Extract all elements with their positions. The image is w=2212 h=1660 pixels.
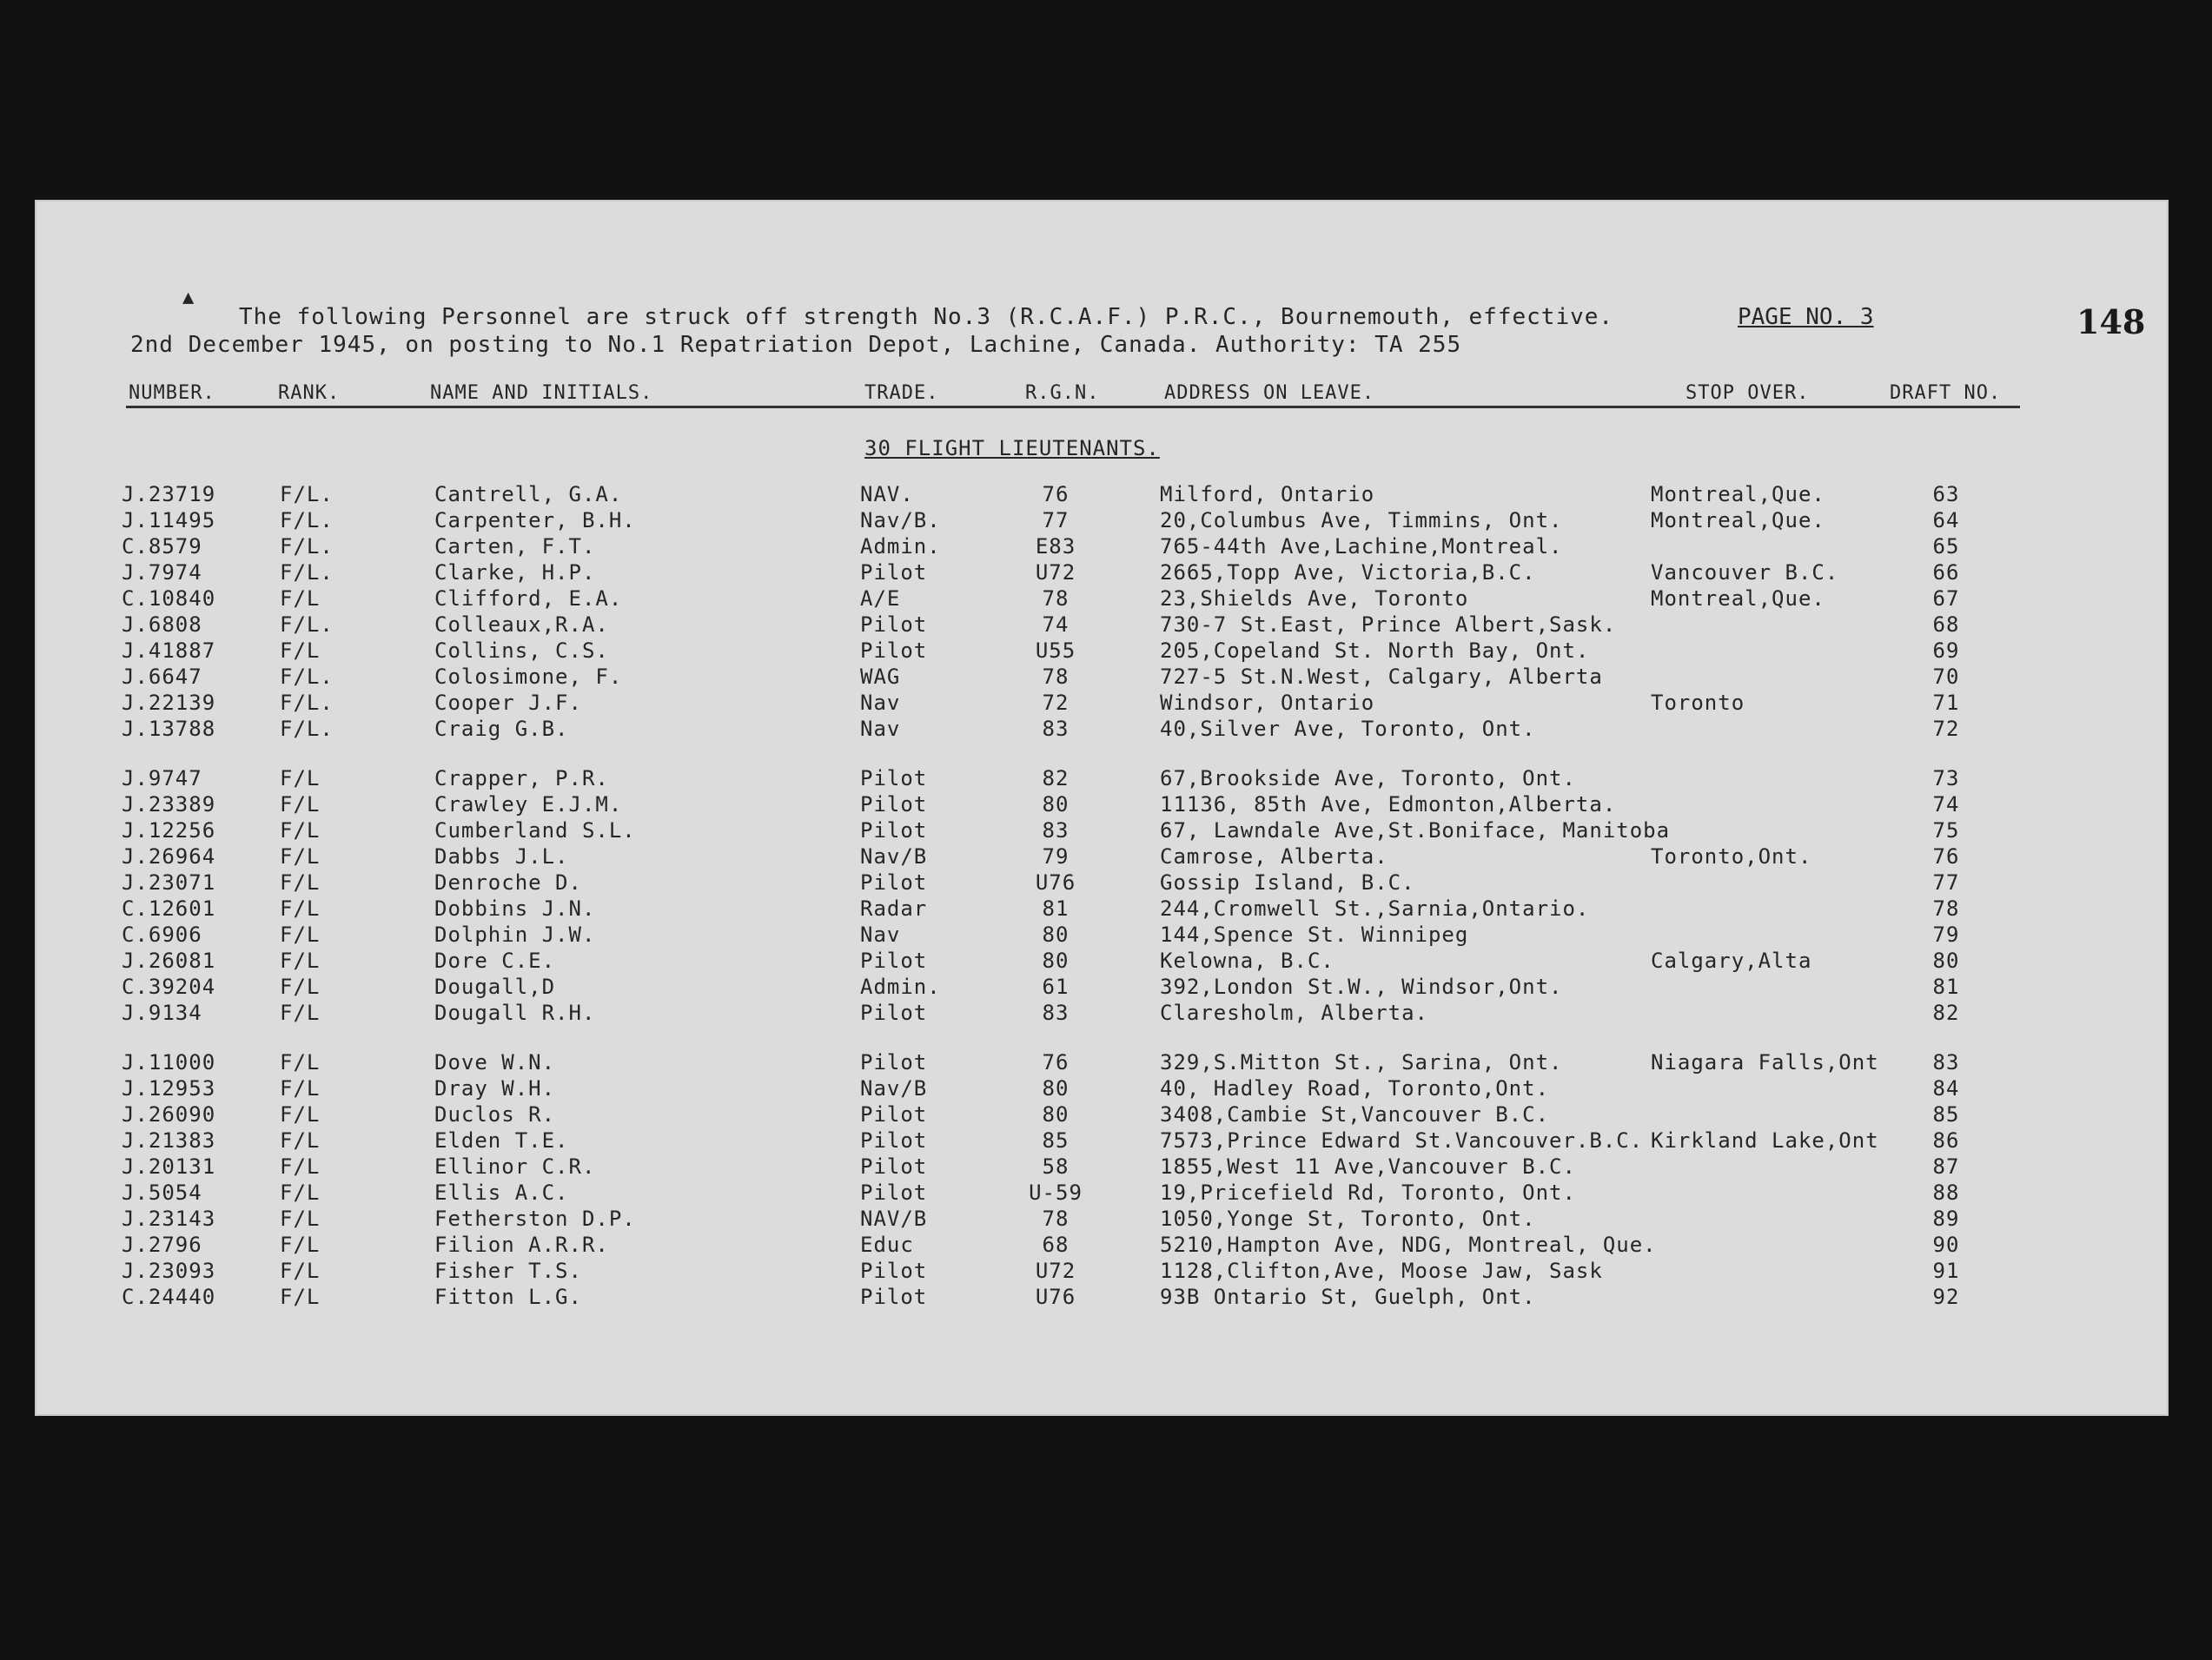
cell-number: C.39204 xyxy=(122,975,216,999)
document-sheet xyxy=(35,200,2169,1416)
cell-trade: Nav/B. xyxy=(860,508,941,532)
cell-number: J.23071 xyxy=(122,870,216,895)
cell-number: J.12953 xyxy=(122,1076,216,1101)
cell-draft: 78 xyxy=(1932,896,1960,921)
col-header-stopover: STOP OVER. xyxy=(1685,382,1810,404)
cell-stopover: Vancouver B.C. xyxy=(1651,560,1839,585)
cell-name: Dray W.H. xyxy=(434,1076,556,1101)
cell-address: 1128,Clifton,Ave, Moose Jaw, Sask xyxy=(1160,1259,1603,1283)
cell-trade: Pilot xyxy=(860,1154,928,1179)
cell-rgn: 83 xyxy=(1042,717,1070,741)
cell-number: J.9747 xyxy=(122,766,202,790)
cell-rgn: 76 xyxy=(1042,482,1070,506)
cell-trade: NAV/B xyxy=(860,1207,928,1231)
cell-trade: Nav xyxy=(860,691,901,715)
cell-rank: F/L xyxy=(280,975,321,999)
cell-draft: 81 xyxy=(1932,975,1960,999)
cell-trade: Educ xyxy=(860,1233,914,1257)
cell-number: J.20131 xyxy=(122,1154,216,1179)
cell-rank: F/L xyxy=(280,792,321,817)
header-rule xyxy=(126,406,2020,408)
cell-draft: 87 xyxy=(1932,1154,1960,1179)
cell-address: 730-7 St.East, Prince Albert,Sask. xyxy=(1160,612,1617,637)
cell-name: Cooper J.F. xyxy=(434,691,582,715)
cell-address: 23,Shields Ave, Toronto xyxy=(1160,586,1469,611)
cell-address: 67,Brookside Ave, Toronto, Ont. xyxy=(1160,766,1576,790)
cell-number: J.26090 xyxy=(122,1102,216,1127)
cell-name: Dolphin J.W. xyxy=(434,923,596,947)
cell-address: Kelowna, B.C. xyxy=(1160,949,1334,973)
cell-rgn: 78 xyxy=(1042,586,1070,611)
cell-address: 2665,Topp Ave, Victoria,B.C. xyxy=(1160,560,1536,585)
cell-address: Gossip Island, B.C. xyxy=(1160,870,1415,895)
cell-draft: 77 xyxy=(1932,870,1960,895)
cell-rgn: 74 xyxy=(1042,612,1070,637)
cell-rgn: U72 xyxy=(1035,560,1076,585)
cell-number: J.23143 xyxy=(122,1207,216,1231)
cell-name: Fetherston D.P. xyxy=(434,1207,636,1231)
cell-rank: F/L xyxy=(280,638,321,663)
cell-rgn: 61 xyxy=(1042,975,1070,999)
cell-draft: 89 xyxy=(1932,1207,1960,1231)
cell-address: 765-44th Ave,Lachine,Montreal. xyxy=(1160,534,1563,559)
cell-trade: Pilot xyxy=(860,1128,928,1153)
cell-rgn: E83 xyxy=(1035,534,1076,559)
cell-draft: 91 xyxy=(1932,1259,1960,1283)
cell-rank: F/L xyxy=(280,896,321,921)
cell-name: Clarke, H.P. xyxy=(434,560,596,585)
cell-number: J.23719 xyxy=(122,482,216,506)
cell-trade: NAV. xyxy=(860,482,914,506)
cell-stopover: Calgary,Alta xyxy=(1651,949,1812,973)
cell-address: 205,Copeland St. North Bay, Ont. xyxy=(1160,638,1590,663)
cell-rank: F/L. xyxy=(280,612,334,637)
cell-name: Colosimone, F. xyxy=(434,665,623,689)
col-header-name: NAME AND INITIALS. xyxy=(430,382,653,404)
cell-rgn: 83 xyxy=(1042,818,1070,843)
cell-address: 1050,Yonge St, Toronto, Ont. xyxy=(1160,1207,1536,1231)
cell-draft: 67 xyxy=(1932,586,1960,611)
cell-draft: 68 xyxy=(1932,612,1960,637)
cell-address: 19,Pricefield Rd, Toronto, Ont. xyxy=(1160,1181,1576,1205)
cell-draft: 73 xyxy=(1932,766,1960,790)
cell-name: Filion A.R.R. xyxy=(434,1233,609,1257)
cell-rgn: U72 xyxy=(1035,1259,1076,1283)
cell-name: Duclos R. xyxy=(434,1102,556,1127)
cell-number: C.8579 xyxy=(122,534,202,559)
cell-rank: F/L xyxy=(280,586,321,611)
cell-trade: Admin. xyxy=(860,534,941,559)
cell-number: C.12601 xyxy=(122,896,216,921)
cell-stopover: Toronto xyxy=(1651,691,1745,715)
col-header-rgn: R.G.N. xyxy=(1025,382,1100,404)
cell-address: 40, Hadley Road, Toronto,Ont. xyxy=(1160,1076,1550,1101)
cell-address: 20,Columbus Ave, Timmins, Ont. xyxy=(1160,508,1563,532)
cell-rank: F/L xyxy=(280,1076,321,1101)
cell-draft: 74 xyxy=(1932,792,1960,817)
cell-draft: 69 xyxy=(1932,638,1960,663)
cell-address: Milford, Ontario xyxy=(1160,482,1375,506)
page-number: PAGE NO. 3 xyxy=(1738,304,1874,330)
cell-trade: Nav/B xyxy=(860,844,928,869)
cell-draft: 65 xyxy=(1932,534,1960,559)
col-header-address: ADDRESS ON LEAVE. xyxy=(1164,382,1375,404)
cell-address: Claresholm, Alberta. xyxy=(1160,1001,1428,1025)
arrow-mark-icon: ▲ xyxy=(182,287,195,308)
cell-rgn: 72 xyxy=(1042,691,1070,715)
cell-rank: F/L. xyxy=(280,508,334,532)
cell-name: Colleaux,R.A. xyxy=(434,612,609,637)
cell-draft: 72 xyxy=(1932,717,1960,741)
cell-rank: F/L xyxy=(280,1050,321,1075)
cell-address: 392,London St.W., Windsor,Ont. xyxy=(1160,975,1563,999)
cell-number: J.9134 xyxy=(122,1001,202,1025)
cell-draft: 92 xyxy=(1932,1285,1960,1309)
cell-trade: Pilot xyxy=(860,612,928,637)
cell-number: C.24440 xyxy=(122,1285,216,1309)
col-header-number: NUMBER. xyxy=(129,382,215,404)
cell-trade: Pilot xyxy=(860,560,928,585)
cell-rank: F/L xyxy=(280,1001,321,1025)
cell-trade: Pilot xyxy=(860,1102,928,1127)
cell-rgn: 78 xyxy=(1042,1207,1070,1231)
cell-trade: Pilot xyxy=(860,1050,928,1075)
cell-address: 67, Lawndale Ave,St.Boniface, Manitoba xyxy=(1160,818,1671,843)
cell-name: Dabbs J.L. xyxy=(434,844,569,869)
cell-name: Fisher T.S. xyxy=(434,1259,582,1283)
cell-rgn: 78 xyxy=(1042,665,1070,689)
cell-address: 7573,Prince Edward St.Vancouver.B.C. xyxy=(1160,1128,1644,1153)
cell-rgn: U55 xyxy=(1035,638,1076,663)
cell-address: 244,Cromwell St.,Sarnia,Ontario. xyxy=(1160,896,1590,921)
cell-draft: 79 xyxy=(1932,923,1960,947)
cell-name: Crawley E.J.M. xyxy=(434,792,623,817)
cell-draft: 70 xyxy=(1932,665,1960,689)
col-header-trade: TRADE. xyxy=(864,382,939,404)
cell-rank: F/L xyxy=(280,949,321,973)
cell-address: 144,Spence St. Winnipeg xyxy=(1160,923,1469,947)
cell-number: J.13788 xyxy=(122,717,216,741)
cell-rgn: 80 xyxy=(1042,1076,1070,1101)
cell-draft: 83 xyxy=(1932,1050,1960,1075)
cell-number: J.5054 xyxy=(122,1181,202,1205)
cell-name: Carten, F.T. xyxy=(434,534,596,559)
cell-name: Collins, C.S. xyxy=(434,638,609,663)
cell-rank: F/L xyxy=(280,844,321,869)
cell-name: Ellinor C.R. xyxy=(434,1154,596,1179)
cell-name: Clifford, E.A. xyxy=(434,586,623,611)
cell-rgn: 77 xyxy=(1042,508,1070,532)
cell-address: 3408,Cambie St,Vancouver B.C. xyxy=(1160,1102,1550,1127)
cell-draft: 84 xyxy=(1932,1076,1960,1101)
cell-address: 40,Silver Ave, Toronto, Ont. xyxy=(1160,717,1536,741)
cell-rank: F/L xyxy=(280,1285,321,1309)
header-line-1: The following Personnel are struck off strength No.3 (R.C.A.F.) P.R.C., Bournemouth, effective. xyxy=(239,304,1614,330)
cell-address: 5210,Hampton Ave, NDG, Montreal, Que. xyxy=(1160,1233,1657,1257)
cell-draft: 76 xyxy=(1932,844,1960,869)
cell-name: Cumberland S.L. xyxy=(434,818,636,843)
cell-name: Fitton L.G. xyxy=(434,1285,582,1309)
cell-rgn: 58 xyxy=(1042,1154,1070,1179)
header-line-2: 2nd December 1945, on posting to No.1 Repatriation Depot, Lachine, Canada. Authority: TA 255 xyxy=(130,332,1462,358)
cell-address: 11136, 85th Ave, Edmonton,Alberta. xyxy=(1160,792,1617,817)
cell-number: J.23389 xyxy=(122,792,216,817)
cell-stopover: Montreal,Que. xyxy=(1651,482,1825,506)
cell-draft: 66 xyxy=(1932,560,1960,585)
col-header-draft: DRAFT NO. xyxy=(1890,382,2002,404)
cell-rank: F/L xyxy=(280,1259,321,1283)
cell-number: J.26964 xyxy=(122,844,216,869)
cell-trade: Pilot xyxy=(860,870,928,895)
cell-stopover: Montreal,Que. xyxy=(1651,586,1825,611)
cell-trade: Pilot xyxy=(860,1285,928,1309)
cell-draft: 75 xyxy=(1932,818,1960,843)
cell-trade: Pilot xyxy=(860,949,928,973)
cell-trade: A/E xyxy=(860,586,901,611)
cell-draft: 64 xyxy=(1932,508,1960,532)
cell-trade: WAG xyxy=(860,665,901,689)
cell-trade: Pilot xyxy=(860,766,928,790)
cell-number: C.6906 xyxy=(122,923,202,947)
cell-rgn: U-59 xyxy=(1029,1181,1083,1205)
cell-trade: Admin. xyxy=(860,975,941,999)
cell-rank: F/L xyxy=(280,818,321,843)
cell-number: J.7974 xyxy=(122,560,202,585)
col-header-rank: RANK. xyxy=(278,382,341,404)
cell-rgn: 68 xyxy=(1042,1233,1070,1257)
cell-stopover: Kirkland Lake,Ont xyxy=(1651,1128,1879,1153)
cell-name: Dove W.N. xyxy=(434,1050,556,1075)
cell-draft: 63 xyxy=(1932,482,1960,506)
cell-address: Windsor, Ontario xyxy=(1160,691,1375,715)
cell-name: Carpenter, B.H. xyxy=(434,508,636,532)
cell-number: J.21383 xyxy=(122,1128,216,1153)
cell-trade: Pilot xyxy=(860,1181,928,1205)
cell-rgn: 85 xyxy=(1042,1128,1070,1153)
cell-rgn: 80 xyxy=(1042,792,1070,817)
cell-rgn: U76 xyxy=(1035,870,1076,895)
cell-rank: F/L xyxy=(280,870,321,895)
cell-rgn: 82 xyxy=(1042,766,1070,790)
cell-trade: Pilot xyxy=(860,638,928,663)
cell-number: J.26081 xyxy=(122,949,216,973)
cell-rank: F/L. xyxy=(280,717,334,741)
cell-stopover: Toronto,Ont. xyxy=(1651,844,1812,869)
cell-number: J.6808 xyxy=(122,612,202,637)
cell-rank: F/L xyxy=(280,1128,321,1153)
cell-address: 1855,West 11 Ave,Vancouver B.C. xyxy=(1160,1154,1576,1179)
cell-rgn: U76 xyxy=(1035,1285,1076,1309)
cell-rgn: 83 xyxy=(1042,1001,1070,1025)
cell-draft: 88 xyxy=(1932,1181,1960,1205)
cell-rgn: 76 xyxy=(1042,1050,1070,1075)
cell-trade: Nav xyxy=(860,717,901,741)
cell-draft: 80 xyxy=(1932,949,1960,973)
cell-address: Camrose, Alberta. xyxy=(1160,844,1388,869)
cell-name: Dougall R.H. xyxy=(434,1001,596,1025)
cell-rank: F/L xyxy=(280,1181,321,1205)
cell-rgn: 81 xyxy=(1042,896,1070,921)
cell-number: J.41887 xyxy=(122,638,216,663)
cell-rank: F/L. xyxy=(280,665,334,689)
cell-draft: 71 xyxy=(1932,691,1960,715)
cell-rank: F/L. xyxy=(280,560,334,585)
cell-trade: Nav xyxy=(860,923,901,947)
cell-name: Ellis A.C. xyxy=(434,1181,569,1205)
cell-name: Dobbins J.N. xyxy=(434,896,596,921)
cell-rank: F/L xyxy=(280,1207,321,1231)
cell-name: Dougall,D xyxy=(434,975,556,999)
cell-trade: Radar xyxy=(860,896,928,921)
cell-number: J.2796 xyxy=(122,1233,202,1257)
cell-address: 93B Ontario St, Guelph, Ont. xyxy=(1160,1285,1536,1309)
cell-rank: F/L xyxy=(280,1154,321,1179)
cell-number: J.11000 xyxy=(122,1050,216,1075)
cell-rank: F/L xyxy=(280,1102,321,1127)
cell-rank: F/L. xyxy=(280,482,334,506)
cell-number: J.11495 xyxy=(122,508,216,532)
cell-trade: Pilot xyxy=(860,818,928,843)
cell-rgn: 80 xyxy=(1042,949,1070,973)
cell-rank: F/L. xyxy=(280,534,334,559)
cell-rank: F/L. xyxy=(280,691,334,715)
cell-number: J.23093 xyxy=(122,1259,216,1283)
cell-draft: 82 xyxy=(1932,1001,1960,1025)
cell-rgn: 80 xyxy=(1042,1102,1070,1127)
cell-rank: F/L xyxy=(280,1233,321,1257)
folio-stamp: 148 xyxy=(2076,302,2146,341)
cell-trade: Nav/B xyxy=(860,1076,928,1101)
cell-stopover: Montreal,Que. xyxy=(1651,508,1825,532)
cell-number: J.22139 xyxy=(122,691,216,715)
cell-trade: Pilot xyxy=(860,1259,928,1283)
cell-address: 727-5 St.N.West, Calgary, Alberta xyxy=(1160,665,1603,689)
cell-address: 329,S.Mitton St., Sarina, Ont. xyxy=(1160,1050,1563,1075)
cell-number: J.6647 xyxy=(122,665,202,689)
cell-rgn: 80 xyxy=(1042,923,1070,947)
cell-stopover: Niagara Falls,Ont xyxy=(1651,1050,1879,1075)
cell-trade: Pilot xyxy=(860,792,928,817)
cell-name: Denroche D. xyxy=(434,870,582,895)
cell-draft: 90 xyxy=(1932,1233,1960,1257)
section-title: 30 FLIGHT LIEUTENANTS. xyxy=(864,436,1160,460)
cell-name: Craig G.B. xyxy=(434,717,569,741)
cell-name: Cantrell, G.A. xyxy=(434,482,623,506)
cell-name: Elden T.E. xyxy=(434,1128,569,1153)
cell-number: C.10840 xyxy=(122,586,216,611)
cell-trade: Pilot xyxy=(860,1001,928,1025)
cell-rank: F/L xyxy=(280,766,321,790)
cell-draft: 86 xyxy=(1932,1128,1960,1153)
cell-name: Crapper, P.R. xyxy=(434,766,609,790)
cell-name: Dore C.E. xyxy=(434,949,556,973)
cell-number: J.12256 xyxy=(122,818,216,843)
cell-draft: 85 xyxy=(1932,1102,1960,1127)
cell-rank: F/L xyxy=(280,923,321,947)
cell-rgn: 79 xyxy=(1042,844,1070,869)
